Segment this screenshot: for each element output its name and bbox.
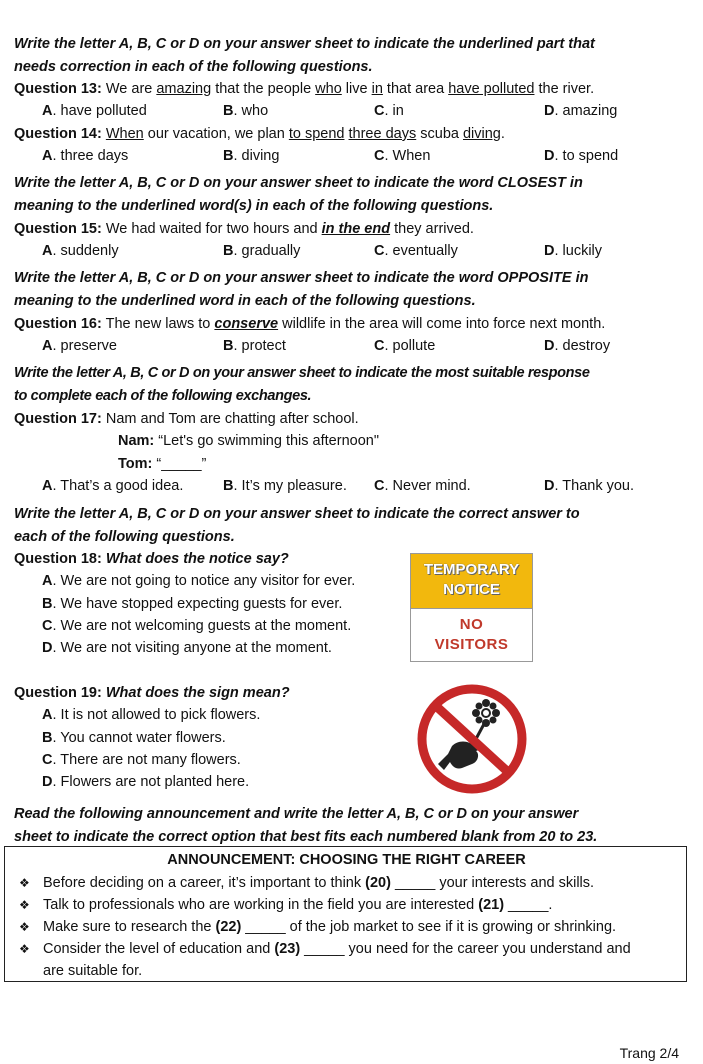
underlined-part: have polluted [448,81,535,97]
question-18 [14,549,289,569]
option-b[interactable]: B. We have stopped expecting guests for ever. [42,596,343,612]
question-label: Question 14: [14,126,102,142]
underlined-part: in the end [321,221,391,237]
question-label: Question 16: [14,316,102,332]
underlined-part: in [371,81,383,97]
blank-number: (23) [274,941,301,957]
question-label: Question 18: [14,551,102,567]
blank-number: (22) [215,919,242,935]
notice-text: VISITORS [434,636,509,653]
question-prompt: What does the notice say? [105,551,289,567]
section-instruction-error-identification [14,33,682,79]
underlined-part: When [105,126,144,142]
notice-text: NOTICE [443,581,500,598]
page-number: Trang 2/4 [619,1045,679,1061]
option-c[interactable]: C. pollute [374,338,436,354]
instruction-line: each of the following questions. [14,529,235,545]
question-14-options [42,146,682,166]
option-c[interactable]: C. eventually [374,243,458,259]
instruction-line: Read the following announcement and write the letter A, B, C or D on your answer [14,806,579,822]
option-b[interactable]: B. diving [223,148,280,164]
option-a[interactable]: A. That’s a good idea. [42,478,184,494]
instruction-line: needs correction in each of the following questions. [14,59,373,75]
option-d[interactable]: D. amazing [544,103,618,119]
temporary-notice-image [410,553,533,662]
diamond-bullet-icon: ❖ [19,920,30,934]
option-b[interactable]: B. You cannot water flowers. [42,730,226,746]
section-instruction-opposite-meaning [14,267,682,313]
question-label: Question 13: [14,81,102,97]
question-19 [14,683,290,703]
speaker-label: Nam: [118,433,155,449]
section-instruction-closest-meaning [14,172,682,218]
question-13-options [42,101,682,121]
option-b[interactable]: B. It’s my pleasure. [223,478,347,494]
instruction-line: Write the letter A, B, C or D on your answer sheet to indicate the word OPPOSITE in [14,270,589,286]
underlined-part: conserve [214,316,279,332]
option-b[interactable]: B. protect [223,338,286,354]
dialogue-tom: Tom: “_____” [118,456,207,472]
option-a[interactable]: A. We are not going to notice any visitor for ever. [42,573,356,589]
question-label: Question 19: [14,685,102,701]
underlined-part: to spend [288,126,345,142]
underlined-part: diving [462,126,501,142]
section-instruction-exchanges [14,362,682,408]
notice-body [411,608,532,661]
question-label: Question 17: [14,411,102,427]
diamond-bullet-icon: ❖ [19,876,30,890]
option-d[interactable]: D. We are not visiting anyone at the moment. [42,640,332,656]
option-a[interactable]: A. suddenly [42,243,119,259]
option-a[interactable]: A. It is not allowed to pick flowers. [42,707,261,723]
question-13: Question 13: We are amazing that the people who live in that area have polluted the river. [14,81,595,97]
question-label: Question 15: [14,221,102,237]
option-c[interactable]: C. in [374,103,404,119]
notice-header [411,554,532,608]
option-d[interactable]: D. Flowers are not planted here. [42,774,250,790]
instruction-line: meaning to the underlined word(s) in each of the following questions. [14,198,494,214]
option-c[interactable]: C. When [374,148,431,164]
section-instruction-correct-answer [14,503,682,549]
question-prompt: What does the sign mean? [105,685,290,701]
instruction-line: Write the letter A, B, C or D on your answer sheet to indicate the underlined part that [14,36,595,52]
instruction-line: Write the letter A, B, C or D on your answer sheet to indicate the correct answer to [14,506,580,522]
option-b[interactable]: B. gradually [223,243,301,259]
option-d[interactable]: D. luckily [544,243,603,259]
instruction-line: sheet to indicate the correct option that best fits each numbered blank from 20 to 23. [14,829,598,845]
option-a[interactable]: A. have polluted [42,103,147,119]
section-instruction-announcement [14,803,682,849]
question-15-options [42,241,682,261]
instruction-line: to complete each of the following exchanges. [14,388,312,404]
option-a[interactable]: A. three days [42,148,129,164]
announcement-box: ANNOUNCEMENT: CHOOSING THE RIGHT CAREER ❖ Before deciding on a career, it’s important to think (20) _____ your interests and skills. ❖ Talk to professionals who are working in the field you are interested (21) _____. ❖ Make sure to research the (22) _____ of the job market to see if it is growing or shrinking. ❖ Consider the level of education and (23) _____ you need for the career you understand and are suitable for. [4,846,687,982]
underlined-part: who [315,81,342,97]
diamond-bullet-icon: ❖ [19,898,30,912]
blank-number: (20) [365,875,391,891]
underlined-part: amazing [156,81,212,97]
option-a[interactable]: A. preserve [42,338,117,354]
no-picking-flowers-sign-icon [412,684,530,794]
option-d[interactable]: D. to spend [544,148,619,164]
option-d[interactable]: D. Thank you. [544,478,635,494]
option-c[interactable]: C. There are not many flowers. [42,752,241,768]
option-c[interactable]: C. Never mind. [374,478,471,494]
option-b[interactable]: B. who [223,103,269,119]
instruction-line: meaning to the underlined word in each of the following questions. [14,293,476,309]
underlined-part: three days [348,126,417,142]
question-17: Question 17: Nam and Tom are chatting after school. [14,411,359,427]
question-16: Question 16: The new laws to conserve wildlife in the area will come into force next month. [14,316,606,332]
question-15: Question 15: We had waited for two hours and in the end they arrived. [14,221,474,237]
bullet-text: are suitable for. [43,963,143,979]
instruction-line: Write the letter A, B, C or D on your answer sheet to indicate the most suitable response [14,365,590,381]
option-c[interactable]: C. We are not welcoming guests at the moment. [42,618,352,634]
diamond-bullet-icon: ❖ [19,942,30,956]
speaker-label: Tom: [118,456,153,472]
option-d[interactable]: D. destroy [544,338,611,354]
blank-number: (21) [478,897,505,913]
notice-text: TEMPORARY [423,561,520,578]
question-16-options [42,336,682,356]
dialogue-nam: Nam: “Let's go swimming this afternoon" [118,433,379,449]
question-14: Question 14: When our vacation, we plan to spend three days scuba diving. [14,126,505,142]
instruction-line: Write the letter A, B, C or D on your answer sheet to indicate the word CLOSEST in [14,175,583,191]
question-17-options [42,476,682,496]
notice-text: NO [459,616,484,633]
announcement-title: ANNOUNCEMENT: CHOOSING THE RIGHT CAREER [167,852,526,868]
